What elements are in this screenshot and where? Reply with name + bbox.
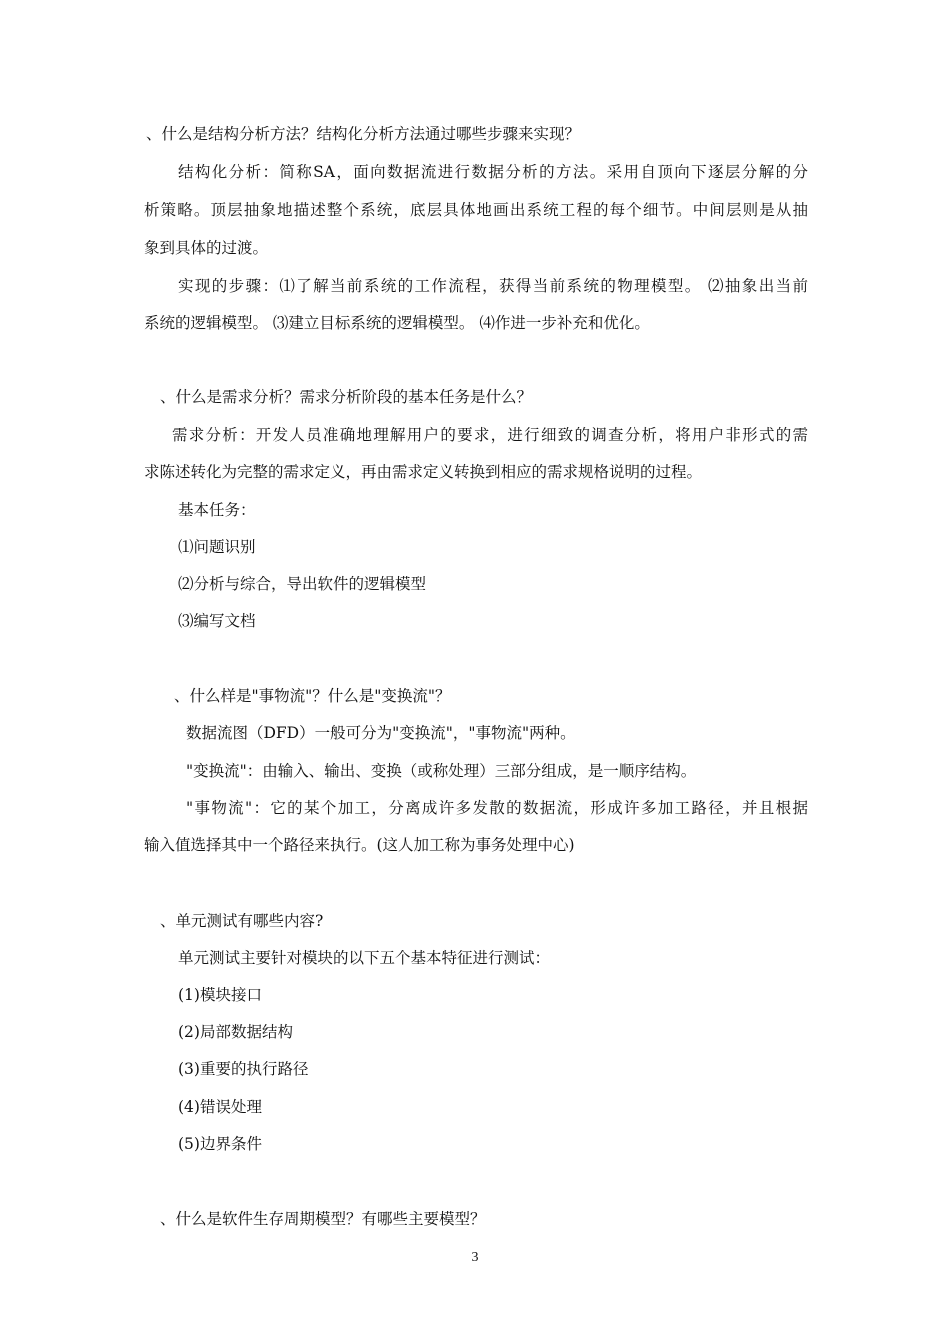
paragraph-line: "变换流"：由输入、输出、变换（或称处理）三部分组成，是一顺序结构。	[186, 762, 697, 780]
paragraph-line: "事物流"：它的某个加工，分离成许多发散的数据流，形成许多加工路径，并且根据	[186, 799, 808, 817]
paragraph-line: 求陈述转化为完整的需求定义，再由需求定义转换到相应的需求规格说明的过程。	[144, 463, 703, 481]
question-heading: 、什么是需求分析？需求分析阶段的基本任务是什么？	[160, 388, 533, 406]
list-item: (5)边界条件	[178, 1135, 262, 1153]
paragraph-line: 需求分析：开发人员准确地理解用户的要求，进行细致的调查分析，将用户非形式的需	[172, 426, 808, 444]
paragraph-line: 基本任务：	[178, 501, 256, 519]
page-number: 3	[471, 1250, 479, 1265]
list-item: ⑴问题识别	[178, 538, 256, 556]
list-item: ⑶编写文档	[178, 612, 256, 630]
list-item: (4)错误处理	[178, 1098, 262, 1116]
list-item: (1)模块接口	[178, 986, 262, 1004]
list-item: (2)局部数据结构	[178, 1023, 293, 1041]
question-heading: 、什么样是"事物流"？什么是"变换流"？	[174, 687, 451, 705]
paragraph-line: 结构化分析：简称SA，面向数据流进行数据分析的方法。采用自顶向下逐层分解的分	[178, 163, 808, 181]
paragraph-line: 系统的逻辑模型。 ⑶建立目标系统的逻辑模型。 ⑷作进一步补充和优化。	[144, 314, 650, 332]
paragraph-line: 数据流图（DFD）一般可分为"变换流"，"事物流"两种。	[186, 724, 576, 742]
list-item: ⑵分析与综合，导出软件的逻辑模型	[178, 575, 427, 593]
paragraph-line: 输入值选择其中一个路径来执行。(这人加工称为事务处理中心)	[144, 836, 575, 854]
list-item: (3)重要的执行路径	[178, 1060, 309, 1078]
paragraph-line: 析策略。顶层抽象地描述整个系统，底层具体地画出系统工程的每个细节。中间层则是从抽	[144, 201, 808, 219]
question-heading: 、什么是软件生存周期模型？有哪些主要模型？	[160, 1210, 486, 1228]
paragraph-line: 实现的步骤：⑴了解当前系统的工作流程，获得当前系统的物理模型。 ⑵抽象出当前	[178, 277, 808, 295]
question-heading: 、单元测试有哪些内容?	[160, 912, 324, 930]
question-heading: 、什么是结构分析方法？结构化分析方法通过哪些步骤来实现？	[146, 125, 581, 143]
paragraph-line: 象到具体的过渡。	[144, 239, 269, 257]
paragraph-line: 单元测试主要针对模块的以下五个基本特征进行测试：	[178, 949, 551, 967]
